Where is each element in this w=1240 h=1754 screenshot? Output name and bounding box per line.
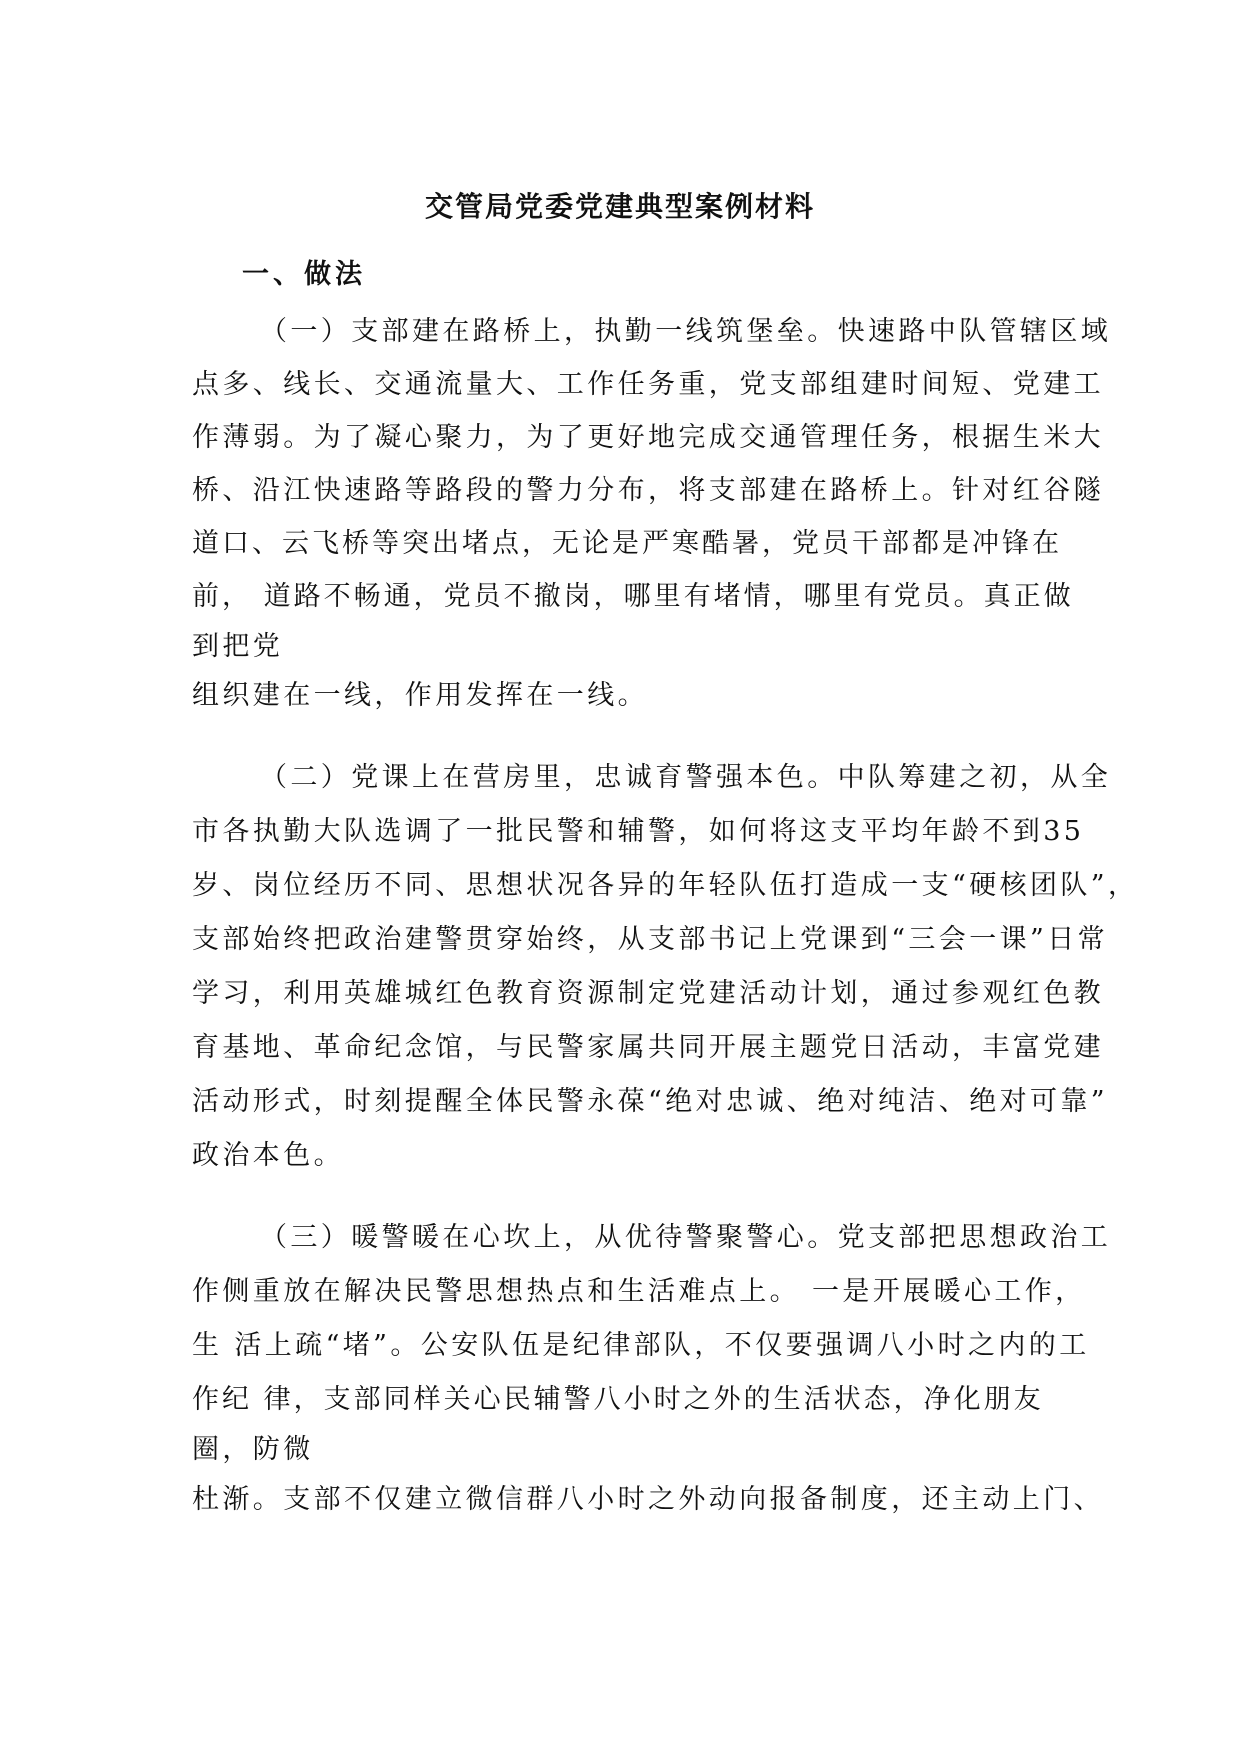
paragraph-line: 圈，防微	[192, 1434, 314, 1465]
paragraph-line: 作薄弱。为了凝心聚力，为了更好地完成交通管理任务，根据生米大	[192, 422, 1104, 453]
paragraph-line: 政治本色。	[192, 1140, 344, 1171]
paragraph-line: 活动形式，时刻提醒全体民警永葆“绝对忠诚、绝对纯洁、绝对可靠”	[192, 1086, 1109, 1117]
paragraph-line: 生 活上疏“堵”。公安队伍是纪律部队，不仅要强调八小时之内的工	[192, 1330, 1090, 1361]
paragraph-line: 杜渐。支部不仅建立微信群八小时之外动向报备制度，还主动上门、	[192, 1484, 1104, 1515]
section-heading: 一、做法	[242, 259, 366, 290]
paragraph-line: 学习，利用英雄城红色教育资源制定党建活动计划，通过参观红色教	[192, 978, 1104, 1009]
paragraph-line: （二）党课上在营房里，忠诚育警强本色。中队筹建之初，从全	[260, 762, 1112, 793]
paragraph-line: 前， 道路不畅通，党员不撤岗，哪里有堵情，哪里有党员。真正做	[192, 581, 1074, 612]
paragraph-line: 点多、线长、交通流量大、工作任务重，党支部组建时间短、党建工	[192, 369, 1104, 400]
paragraph-line: 道口、云飞桥等突出堵点，无论是严寒酷暑，党员干部都是冲锋在	[192, 528, 1062, 559]
paragraph-line: 组织建在一线，作用发挥在一线。	[192, 680, 648, 711]
paragraph-line: 育基地、革命纪念馆，与民警家属共同开展主题党日活动，丰富党建	[192, 1032, 1104, 1063]
paragraph-line: （三）暖警暖在心坎上，从优待警聚警心。党支部把思想政治工	[260, 1222, 1112, 1253]
paragraph-line: 到把党	[192, 631, 284, 662]
paragraph-line: 作侧重放在解决民警思想热点和生活难点上。 一是开展暖心工作，	[192, 1276, 1086, 1307]
paragraph-line: 岁、岗位经历不同、思想状况各异的年轻队伍打造成一支“硬核团队”，	[192, 870, 1139, 901]
paragraph-line: 作纪 律，支部同样关心民辅警八小时之外的生活状态，净化朋友	[192, 1384, 1044, 1415]
paragraph-line: （一）支部建在路桥上，执勤一线筑堡垒。快速路中队管辖区域	[260, 316, 1112, 347]
paragraph-line: 桥、沿江快速路等路段的警力分布，将支部建在路桥上。针对红谷隧	[192, 475, 1104, 506]
paragraph-line: 支部始终把政治建警贯穿始终，从支部书记上党课到“三会一课”日常	[192, 924, 1109, 955]
document-title: 交管局党委党建典型案例材料	[424, 190, 815, 223]
paragraph-line: 市各执勤大队选调了一批民警和辅警，如何将这支平均年龄不到35	[192, 816, 1085, 847]
